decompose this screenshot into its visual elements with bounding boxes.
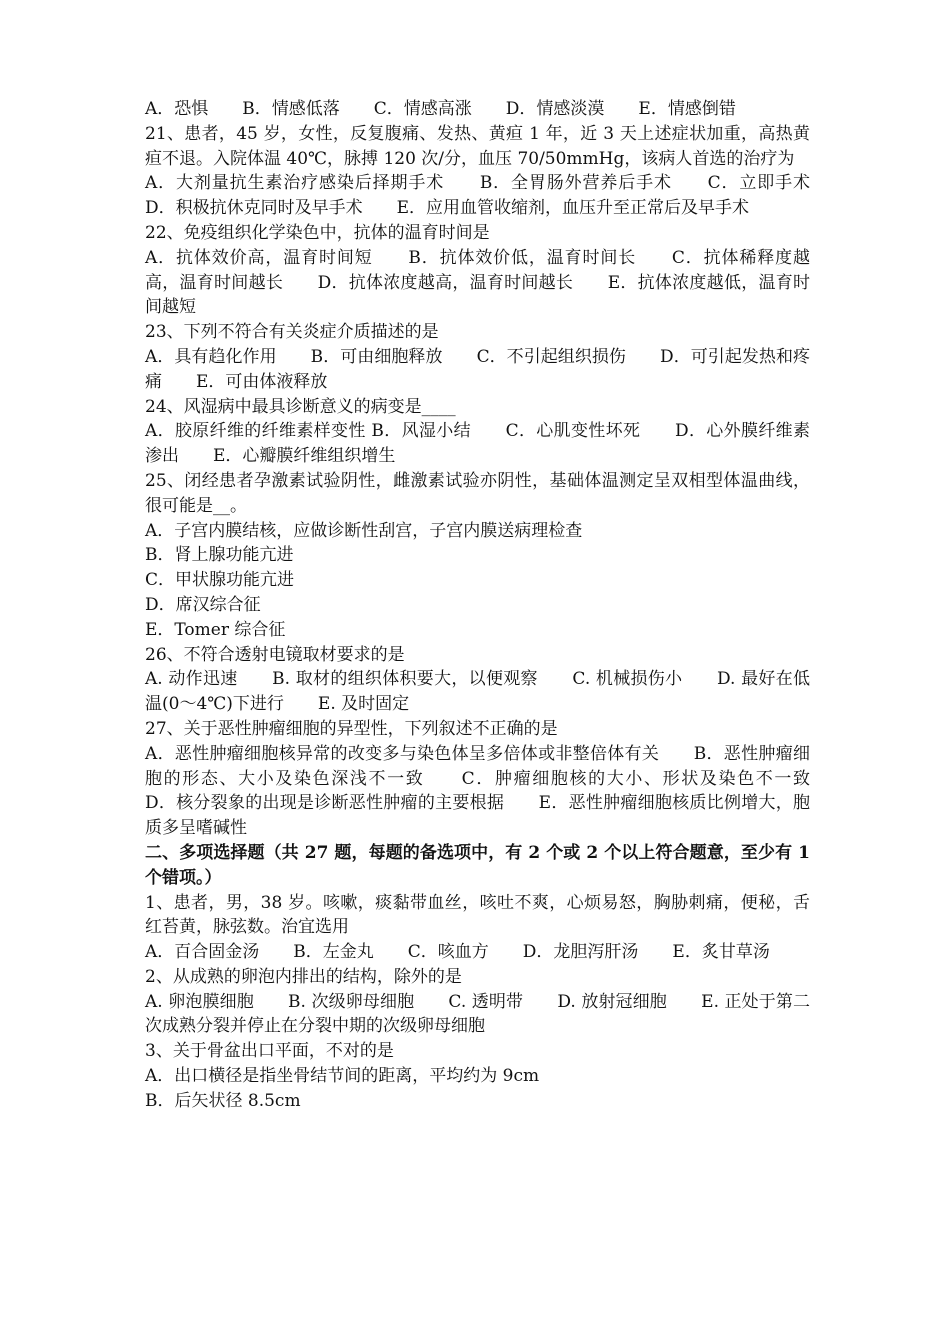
question-m3: 3、关于骨盆出口平面，不对的是 (145, 1041, 394, 1062)
options-q22: A．抗体效价高，温育时间短 B．抗体效价低，温育时间长 C．抗体稀释度越高，温育时间越长 D．抗体浓度越高，温育时间越长 E．抗体浓度越低，温育时间越短 (145, 247, 810, 318)
options-q20: A．恐惧 B．情感低落 C．情感高涨 D．情感淡漠 E．情感倒错 (145, 99, 736, 119)
options-q27: A．恶性肿瘤细胞核异常的改变多与染色体呈多倍体或非整倍体有关 B．恶性肿瘤细胞的形态、大小及染色深浅不一致 C．肿瘤细胞核的大小、形状及染色不一致 D．核分裂象的出现是诊断恶性肿瘤的主要根据 E．恶性肿瘤细胞核质比例增大，胞质多呈嗜碱性 (145, 743, 844, 839)
section-heading-multiple-choice: 二、多项选择题（共 27 题，每题的备选项中，有 2 个或 2 个以上符合题意，至少有 1 个错项。） (145, 842, 810, 888)
option-q25-e: E．Tomer 综合征 (145, 619, 286, 640)
question-26: 26、不符合透射电镜取材要求的是 (145, 644, 405, 665)
option-q25-b: B．肾上腺功能亢进 (145, 545, 294, 566)
option-q25-a: A．子宫内膜结核，应做诊断性刮宫，子宫内膜送病理检查 (145, 520, 583, 541)
options-q24: A．胶原纤维的纤维素样变性 B．风湿小结 C．心肌变性坏死 D．心外膜纤维素渗出 E．心瓣膜纤维组织增生 (145, 421, 810, 467)
question-23: 23、下列不符合有关炎症介质描述的是 (145, 322, 439, 343)
options-q26: A. 动作迅速 B. 取材的组织体积要大，以便观察 C. 机械损伤小 D. 最好在低温(0～4℃)下进行 E. 及时固定 (145, 669, 810, 715)
options-q21: A．大剂量抗生素治疗感染后择期手术 B．全胃肠外营养后手术 C．立即手术 D．积极抗休克同时及早手术 E．应用血管收缩剂，血压升至正常后及早手术 (145, 173, 844, 219)
option-m3-b: B．后矢状径 8.5cm (145, 1090, 301, 1111)
document-page (145, 97, 844, 1114)
options-q23: A．具有趋化作用 B．可由细胞释放 C．不引起组织损伤 D．可引起发热和疼痛 E．可由体液释放 (145, 346, 810, 392)
question-21: 21、患者，45 岁，女性，反复腹痛、发热、黄疸 1 年，近 3 天上述症状加重，高热黄疸不退。入院体温 40℃，脉搏 120 次/分，血压 70/50mmHg，该病人首选的治疗为 (145, 123, 810, 169)
options-m1: A．百合固金汤 B．左金丸 C．咳血方 D．龙胆泻肝汤 E．炙甘草汤 (145, 942, 770, 963)
option-q25-d: D．席汉综合征 (145, 594, 261, 615)
question-27: 27、关于恶性肿瘤细胞的异型性，下列叙述不正确的是 (145, 718, 558, 739)
question-22: 22、免疫组织化学染色中，抗体的温育时间是 (145, 222, 490, 243)
question-m2: 2、从成熟的卵泡内排出的结构，除外的是 (145, 966, 462, 987)
options-m2: A. 卵泡膜细胞 B. 次级卵母细胞 C. 透明带 D. 放射冠细胞 E. 正处于第二次成熟分裂并停止在分裂中期的次级卵母细胞 (145, 991, 810, 1037)
question-m1: 1、患者，男，38 岁。咳嗽，痰黏带血丝，咳吐不爽，心烦易怒，胸胁刺痛，便秘，舌红苔黄，脉弦数。治宜选用 (145, 892, 810, 938)
option-q25-c: C．甲状腺功能亢进 (145, 570, 295, 591)
option-m3-a: A．出口横径是指坐骨结节间的距离，平均约为 9cm (145, 1066, 540, 1087)
question-24: 24、风湿病中最具诊断意义的病变是____ (145, 396, 456, 417)
question-25: 25、闭经患者孕激素试验阴性，雌激素试验亦阴性，基础体温测定呈双相型体温曲线，很可能是__。 (145, 470, 810, 516)
